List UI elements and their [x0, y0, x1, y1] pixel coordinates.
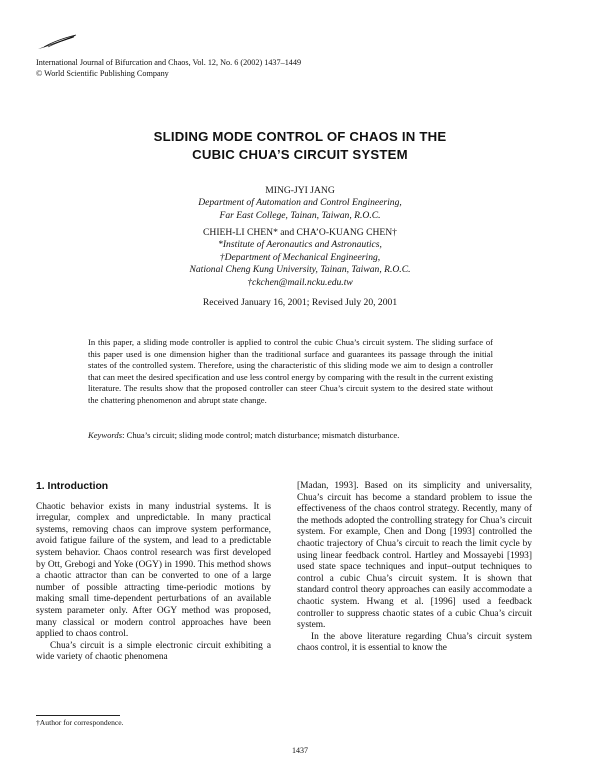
- author-block-1: [0, 185, 600, 222]
- keywords-label: Keywords: [88, 430, 123, 440]
- publisher-logo-icon: [36, 32, 78, 52]
- paragraph: [Madan, 1993]. Based on its simplicity and universality, Chua’s circuit has become a standard problem to issue the effectiveness of the chaos control strategy. Recently, many of the methods adopted the controlling strategy for Chua’s circuit system. For example, Chen and Dong [1993] controlled the chaotic trajectory of Chua’s circuit to reach the limit cycle by using linear feedback control. Hartley and Mossayebi [1993] used state space techniques and input–output techniques to control a cubic Chua’s circuit system. It is shown that standard control theory approaches can easily accommodate a chaotic system. Hwang et al. [1996] used a feedback controller to suppress chaotic states of a cubic Chua’s circuit system.: [297, 481, 532, 631]
- received-dates: Received January 16, 2001; Revised July 20, 2001: [202, 297, 398, 308]
- section-heading: 1. Introduction: [36, 481, 109, 492]
- left-column: [36, 481, 271, 664]
- affiliation-line: *Institute of Aeronautics and Astronautics,: [218, 239, 382, 251]
- paragraph: Chua’s circuit is a simple electronic circuit exhibiting a wide variety of chaotic phenomena: [36, 640, 271, 663]
- affiliation-line: National Cheng Kung University, Tainan, Taiwan, R.O.C.: [189, 264, 411, 276]
- page-number: 1437: [292, 746, 308, 755]
- paper-title: [0, 128, 600, 164]
- right-column: [297, 481, 532, 655]
- affiliation-line: †Department of Mechanical Engineering,: [219, 251, 381, 263]
- author-email: †ckchen@mail.ncku.edu.tw: [247, 276, 353, 288]
- abstract: In this paper, a sliding mode controller is applied to control the cubic Chua’s circuit system. The sliding surface of this paper used is one dimension higher than the traditional surface and guarantees its passage through the initial states of the controlled system. Therefore, using the characteristic of this sliding mode we aim to design a controller that can meet the desired specification and use less control energy by comparing with the result in the current existing literature. The results show that the proposed controller can steer Chua’s circuit system to the desired state without the chattering phenomenon and abrupt state change.: [88, 337, 493, 405]
- author-block-2: [0, 227, 600, 289]
- title-line-2: CUBIC CHUA’S CIRCUIT SYSTEM: [192, 147, 408, 162]
- affiliation-line: Department of Automation and Control Engineering,: [198, 197, 402, 209]
- keywords-text: : Chua’s circuit; sliding mode control; match disturbance; mismatch disturbance.: [122, 430, 400, 440]
- journal-header: [36, 57, 301, 79]
- footnote: †Author for correspondence.: [36, 718, 124, 727]
- journal-citation: International Journal of Bifurcation and Chaos, Vol. 12, No. 6 (2002) 1437–1449: [36, 58, 302, 67]
- paragraph: Chaotic behavior exists in many industrial systems. It is irregular, complex and unpredictable. In many practical systems, removing chaos can improve system performance, avoid fatigue failure of the system, and lead to a predictable system behavior. Chaos control research was first developed by Ott, Grebogi and Yoke (OGY) in 1990. This method shows a chaotic attractor than can be converted to one of a large number of possible attracting time-periodic motions by making small time-dependent perturbations of an available system parameter only. After OGY method was proposed, many classical or modern control approaches have been applied to chaos control.: [36, 501, 271, 640]
- author-names-2: CHIEH-LI CHEN* and CHA’O-KUANG CHEN†: [203, 227, 397, 238]
- publisher-line: © World Scientific Publishing Company: [36, 69, 169, 78]
- author-name-1: MING-JYI JANG: [265, 185, 335, 196]
- title-line-1: SLIDING MODE CONTROL OF CHAOS IN THE: [153, 129, 447, 144]
- affiliation-line: Far East College, Tainan, Taiwan, R.O.C.: [219, 209, 381, 221]
- keywords: [88, 430, 508, 440]
- footnote-rule: [36, 715, 120, 716]
- paragraph: In the above literature regarding Chua’s circuit system chaos control, it is essential to know the: [297, 631, 532, 654]
